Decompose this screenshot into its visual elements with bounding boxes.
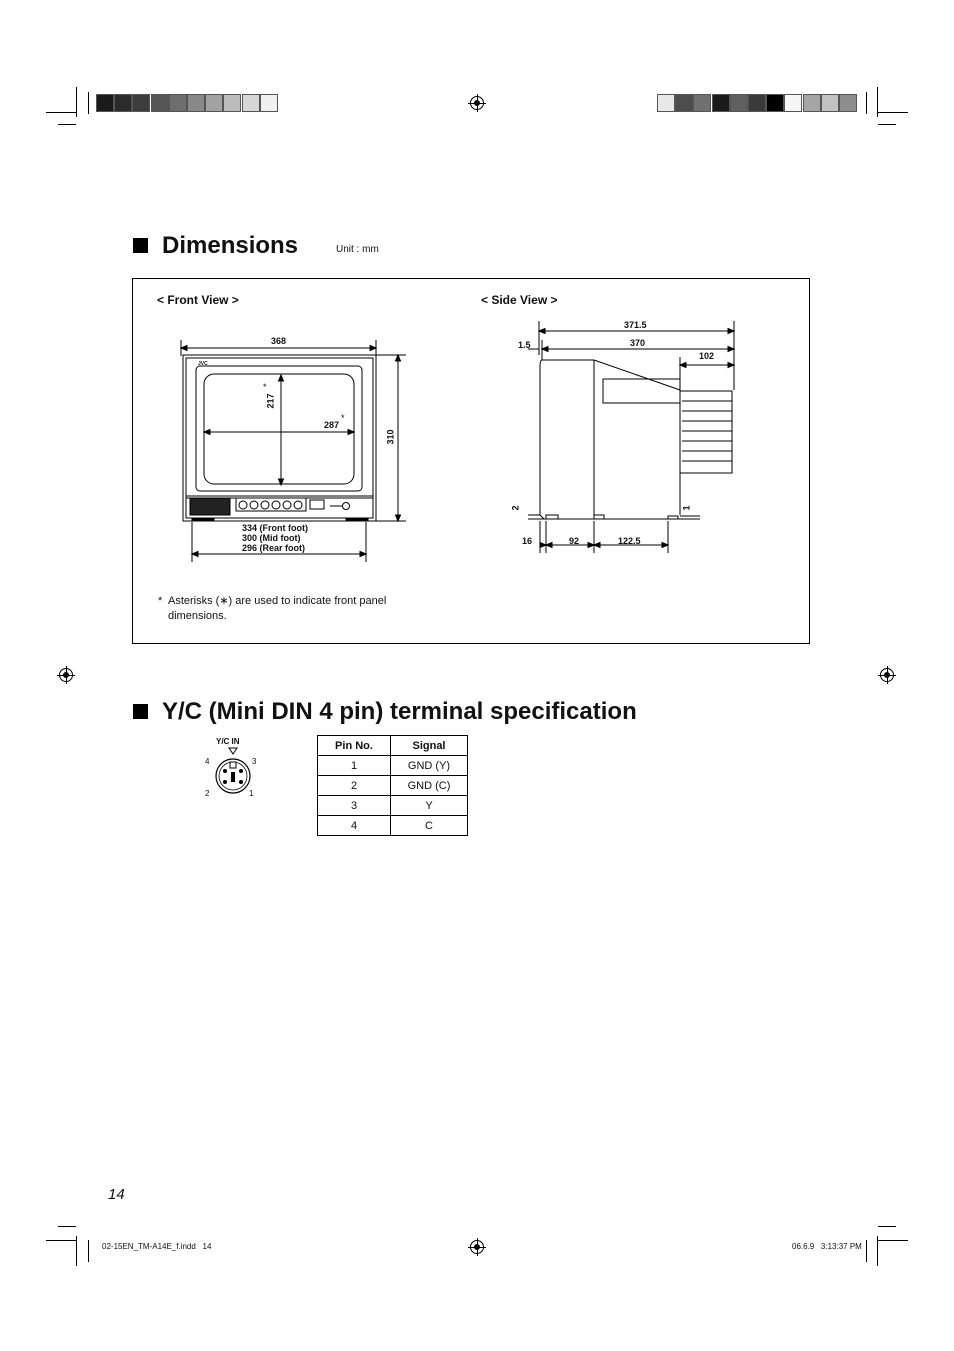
dim-310: 310 [385, 429, 396, 445]
crop-mark [88, 1240, 89, 1262]
color-swatch [657, 94, 675, 112]
crop-mark [76, 1236, 77, 1266]
pin-no-cell: 4 [318, 816, 391, 836]
foot-mid: 300 (Mid foot) [242, 533, 301, 543]
pin-label-4: 4 [205, 757, 210, 766]
pin-label-3: 3 [252, 757, 257, 766]
side-view-label: < Side View > [481, 293, 558, 307]
color-swatch [784, 94, 802, 112]
dim-92: 92 [569, 536, 580, 546]
dim-1-5: 1.5 [518, 340, 531, 350]
signal-cell: Y [391, 796, 468, 816]
asterisk-217: * [263, 382, 267, 392]
color-swatch [260, 94, 278, 112]
footer-filename: 02-15EN_TM-A14E_f.indd 14 [102, 1242, 212, 1251]
pin-no-cell: 3 [318, 796, 391, 816]
color-swatch [132, 94, 150, 112]
dimensions-heading [133, 232, 298, 260]
color-swatch [730, 94, 748, 112]
dim-287: 287 [324, 420, 340, 430]
pin-no-cell: 1 [318, 756, 391, 776]
color-swatch [96, 94, 114, 112]
registration-mark-icon [59, 668, 73, 682]
color-swatch [748, 94, 766, 112]
pin-no-cell: 2 [318, 776, 391, 796]
color-swatch [242, 94, 260, 112]
color-swatch [839, 94, 857, 112]
color-swatch [205, 94, 223, 112]
dim-102: 102 [699, 351, 715, 361]
signal-cell: GND (C) [391, 776, 468, 796]
foot-rear: 296 (Rear foot) [242, 543, 306, 553]
crop-mark [878, 112, 908, 113]
registration-mark-icon [880, 668, 894, 682]
color-swatch [169, 94, 187, 112]
dim-370: 370 [630, 338, 646, 348]
crop-mark [878, 124, 896, 125]
asterisk-note [168, 594, 386, 624]
asterisk-note-line2: dimensions. [168, 610, 227, 622]
dim-16: 16 [522, 536, 533, 546]
dim-2: 2 [510, 505, 521, 511]
signal-cell: GND (Y) [391, 756, 468, 776]
dimensions-title: Dimensions [162, 232, 299, 259]
foot-dimensions [242, 523, 308, 553]
color-swatch [821, 94, 839, 112]
footer-timestamp: 06.6.9 3:13:37 PM [792, 1242, 862, 1251]
color-swatch [803, 94, 821, 112]
dim-371-5: 371.5 [624, 320, 647, 330]
crop-mark [58, 1226, 76, 1227]
color-swatch [114, 94, 132, 112]
color-swatch [712, 94, 730, 112]
crop-mark [866, 1240, 867, 1262]
crop-mark [88, 92, 89, 114]
pin-no-header: Pin No. [318, 736, 391, 756]
color-swatch [187, 94, 205, 112]
crop-mark [58, 124, 76, 125]
bullet-square-icon [133, 704, 148, 719]
front-view-label: < Front View > [157, 293, 239, 307]
signal-header: Signal [391, 736, 468, 756]
pin-table [317, 735, 468, 836]
asterisk-287: * [341, 413, 345, 423]
crop-mark [866, 92, 867, 114]
crop-mark [46, 112, 76, 113]
signal-cell: C [391, 816, 468, 836]
crop-mark [878, 1240, 908, 1241]
dim-1: 1 [681, 505, 692, 511]
pin-label-2: 2 [205, 789, 210, 798]
crop-mark [76, 87, 77, 117]
asterisk-note-line1: Asterisks (∗) are used to indicate front panel [168, 595, 387, 607]
table-row [318, 776, 468, 796]
dim-217: 217 [265, 393, 276, 409]
table-header-row [318, 736, 468, 756]
dim-122-5: 122.5 [618, 536, 641, 546]
color-swatch [693, 94, 711, 112]
registration-mark-icon [470, 1240, 484, 1254]
table-row [318, 796, 468, 816]
unit-label: Unit : mm [336, 244, 379, 255]
asterisk-note-mark: * [158, 595, 163, 607]
table-row [318, 756, 468, 776]
table-row [318, 816, 468, 836]
foot-front: 334 (Front foot) [242, 523, 308, 533]
brand-logo: JVC [198, 361, 208, 367]
page-number: 14 [108, 1186, 125, 1203]
registration-mark-icon [470, 96, 484, 110]
color-swatch [675, 94, 693, 112]
color-swatch [151, 94, 169, 112]
dim-368: 368 [271, 336, 287, 346]
color-swatch [223, 94, 241, 112]
bullet-square-icon [133, 238, 148, 253]
color-swatch [766, 94, 784, 112]
pin-label-1: 1 [249, 789, 254, 798]
crop-mark [878, 1226, 896, 1227]
yc-title: Y/C (Mini DIN 4 pin) terminal specification [162, 698, 637, 725]
yc-heading [133, 698, 637, 726]
connector-label: Y/C IN [216, 737, 240, 746]
crop-mark [46, 1240, 76, 1241]
